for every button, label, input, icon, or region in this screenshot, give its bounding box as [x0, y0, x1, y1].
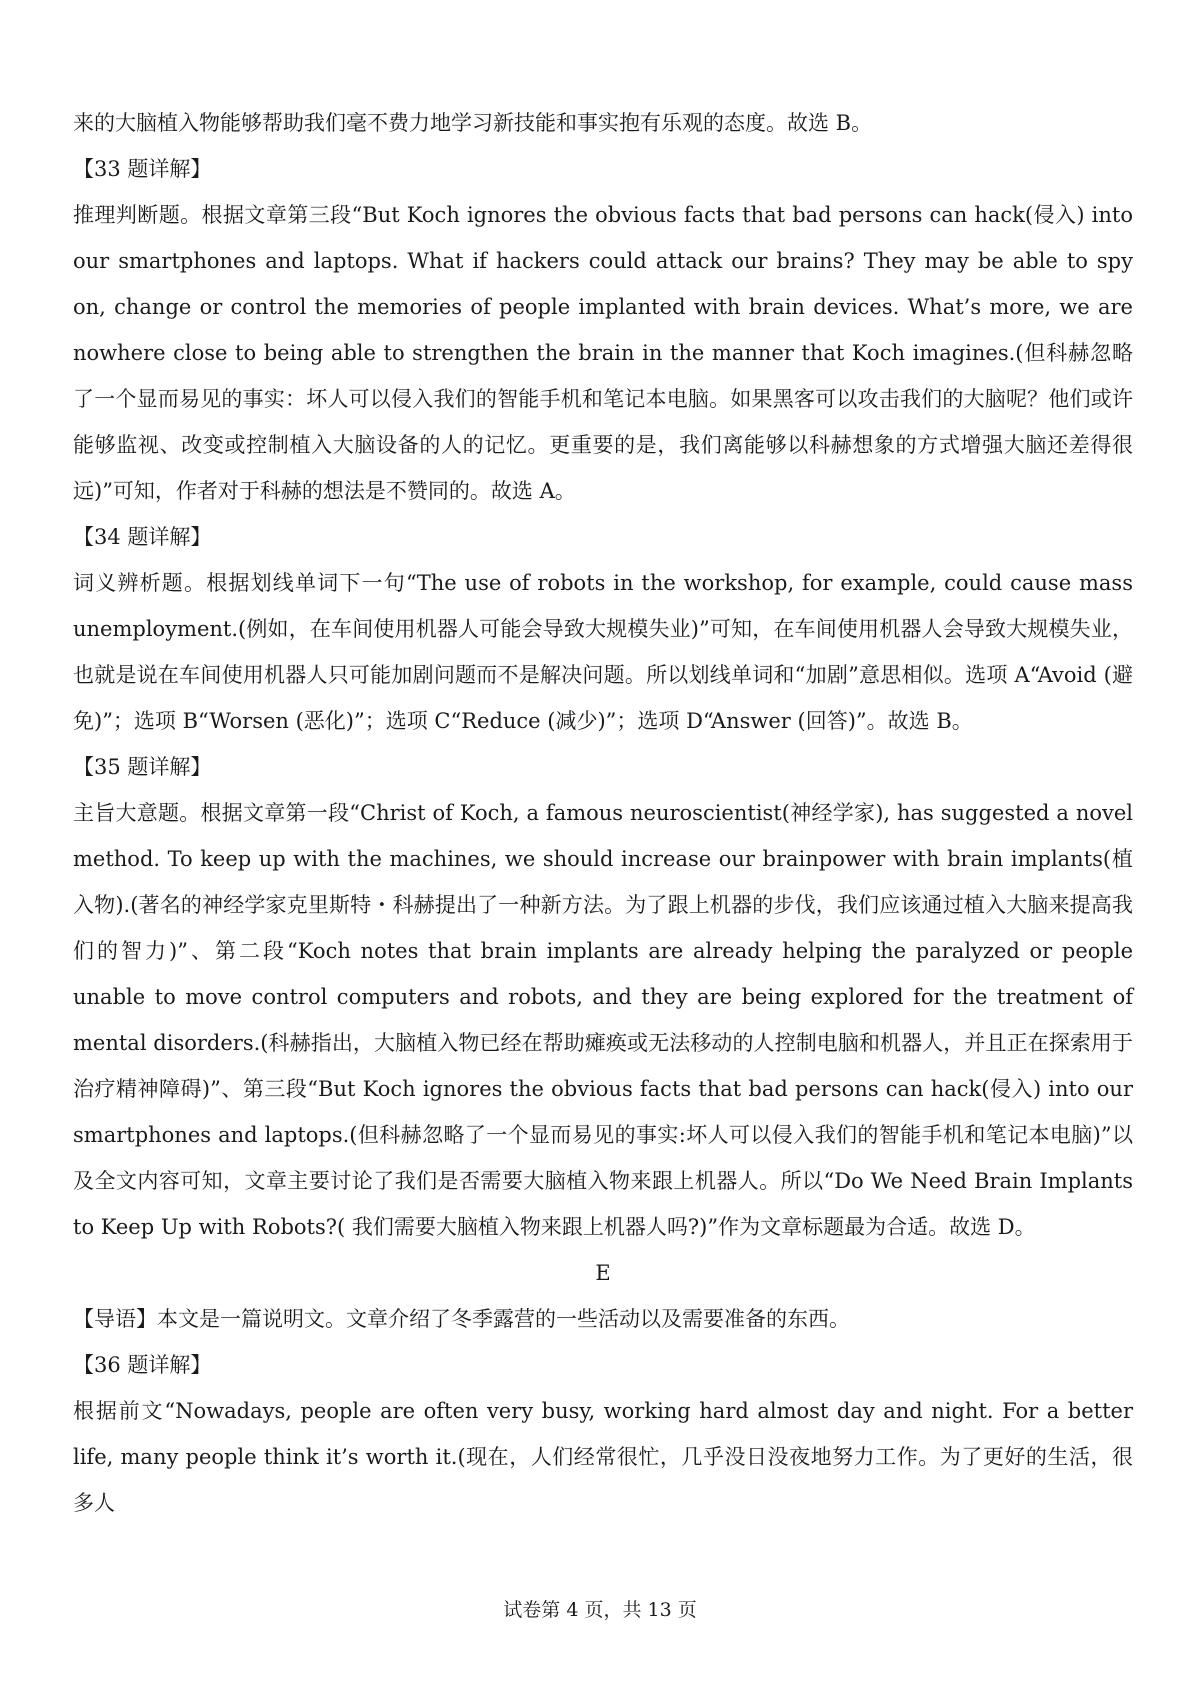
- question-36-explanation: 根据前文“Nowadays, people are often very busy, working hard almost day and night. For a better life, many people think it’s worth it.(现在，人们经常很忙，几乎没日没夜地努力工作。为了更好的生活，很多人: [73, 1399, 1133, 1515]
- section-e-intro: 【导语】本文是一篇说明文。文章介绍了冬季露营的一些活动以及需要准备的东西。: [73, 1307, 850, 1331]
- question-33-heading: 【33 题详解】: [73, 157, 212, 181]
- question-33-explanation: 推理判断题。根据文章第三段“But Koch ignores the obvious facts that bad persons can hack(侵入) into our smartphones and laptops. What if hackers could attack our brains? They may be able to spy on, change or control the memories of people implanted with brain devices. What’s more, we are nowhere close to being able to strengthen the brain in the manner that Koch imagines.(但科赫忽略了一个显而易见的事实：坏人可以侵入我们的智能手机和笔记本电脑。如果黑客可以攻击我们的大脑呢？他们或许能够监视、改变或控制植入大脑设备的人的记忆。更重要的是，我们离能够以科赫想象的方式增强大脑还差得很远)”可知，作者对于科赫的想法是不赞同的。故选 A。: [73, 203, 1133, 503]
- question-34-explanation: 词义辨析题。根据划线单词下一句“The use of robots in the workshop, for example, could cause mass unemployment.(例如，在车间使用机器人可能会导致大规模失业)”可知，在车间使用机器人会导致大规模失业，也就是说在车间使用机器人只可能加剧问题而不是解决问题。所以划线单词和“加剧”意思相似。选项 A“Avoid (避免)”；选项 B“Worsen (恶化)”；选项 C“Reduce (减少)”；选项 D“Answer (回答)”。故选 B。: [73, 571, 1133, 733]
- page-footer: 试卷第 4 页，共 13 页: [503, 1599, 697, 1621]
- document-body: [73, 100, 1133, 1526]
- answer-paragraph-32-end: 来的大脑植入物能够帮助我们毫不费力地学习新技能和事实抱有乐观的态度。故选 B。: [73, 111, 873, 135]
- question-34-heading: 【34 题详解】: [73, 525, 212, 549]
- question-36-heading: 【36 题详解】: [73, 1353, 212, 1377]
- question-35-explanation: 主旨大意题。根据文章第一段“Christ of Koch, a famous neuroscientist(神经学家), has suggested a novel method. To keep up with the machines, we should increase our brainpower with brain implants(植入物).(著名的神经学家克里斯特・科赫提出了一种新方法。为了跟上机器的步伐，我们应该通过植入大脑来提高我们的智力)”、第二段“Koch notes that brain implants are already helping the paralyzed or people unable to move control computers and robots, and they are being explored for the treatment of mental disorders.(科赫指出，大脑植入物已经在帮助瘫痪或无法移动的人控制电脑和机器人，并且正在探索用于治疗精神障碍)”、第三段“But Koch ignores the obvious facts that bad persons can hack(侵入) into our smartphones and laptops.(但科赫忽略了一个显而易见的事实:坏人可以侵入我们的智能手机和笔记本电脑)”以及全文内容可知，文章主要讨论了我们是否需要大脑植入物来跟上机器人。所以“Do We Need Brain Implants to Keep Up with Robots?( 我们需要大脑植入物来跟上机器人吗?)”作为文章标题最为合适。故选 D。: [73, 801, 1133, 1239]
- section-e-title: E: [595, 1261, 611, 1285]
- question-35-heading: 【35 题详解】: [73, 755, 212, 779]
